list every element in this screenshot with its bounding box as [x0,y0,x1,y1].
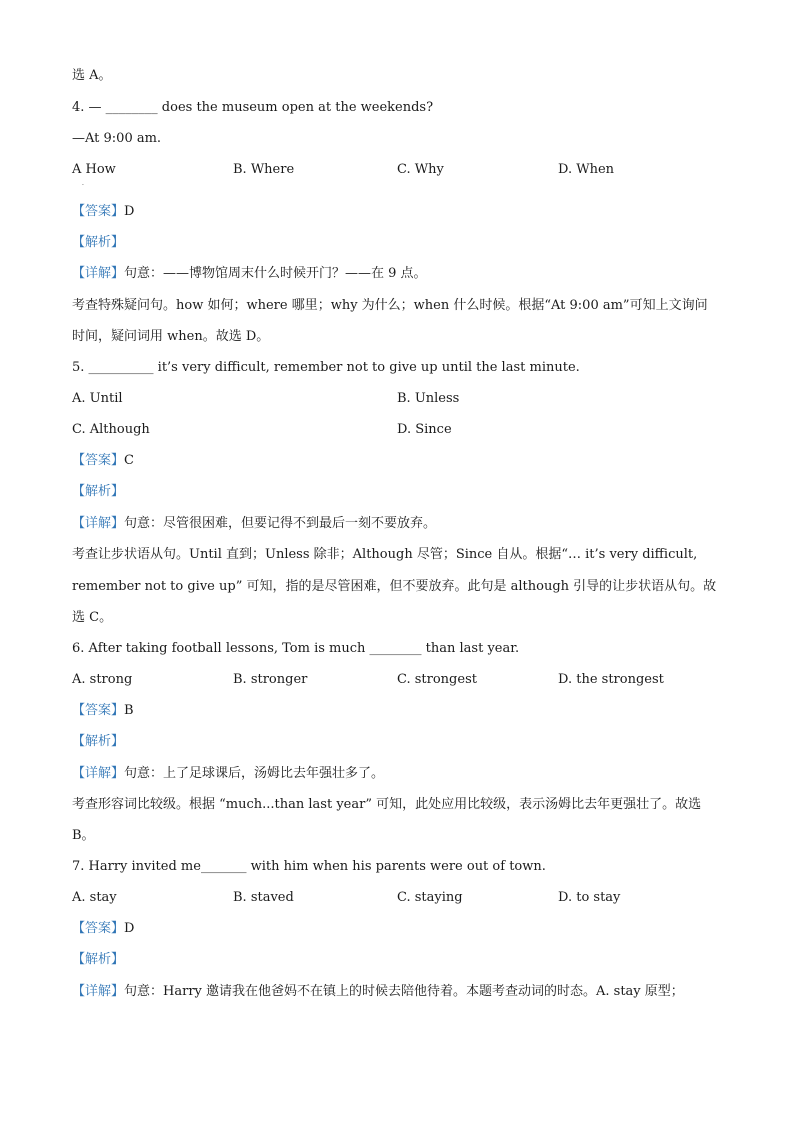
q5-explanation-line-2: remember not to give up” 可知，指的是尽管困难，但不要放弃。此句是 although 引导的让步状语从句。故 [72,579,717,594]
q4-answer [72,203,724,221]
q6-analysis-tag: 【解析】 [72,734,125,749]
detail-tag: 【详解】 [72,984,125,999]
q4-analysis-tag: 【解析】 [72,235,125,250]
q4-explanation-line-1: 考查特殊疑问句。how 如何；where 哪里；why 为什么；when 什么时候。根据“At 9:00 am”可知上文询问 [72,298,708,313]
q6-answer [72,702,724,720]
q6-option-d: D. the strongest [558,672,664,687]
q3-conclusion: 选 A。 [72,68,112,83]
q5-stem: 5. __________ it’s very difficult, remember not to give up until the last minute. [72,360,580,375]
q5-option-b: B. Unless [397,391,460,406]
answer-letter: B [124,703,134,718]
q7-option-c: C. staying [397,890,463,905]
detail-text: 句意：——博物馆周末什么时候开门？——在 9 点。 [124,266,427,281]
detail-text: 句意：尽管很困难，但要记得不到最后一刻不要放弃。 [124,516,437,531]
q4-option-c: C. Why [397,162,444,177]
q7-option-a: A. stay [72,890,117,905]
q7-analysis-tag: 【解析】 [72,952,125,967]
q4-reply: —At 9:00 am. [72,131,162,146]
answer-tag: 【答案】 [72,204,125,219]
q6-explanation-line-1: 考查形容词比较级。根据 “much...than last year” 可知，此处应用比较级，表示汤姆比去年更强壮了。故选 [72,797,702,812]
stray-dot: · [82,182,84,189]
q6-stem: 6. After taking football lessons, Tom is much ________ than last year. [72,641,520,656]
detail-tag: 【详解】 [72,266,125,281]
q5-option-c: C. Although [72,422,150,437]
q4-option-b: B. Where [233,162,295,177]
q5-option-d: D. Since [397,422,452,437]
q6-option-a: A. strong [72,672,133,687]
q5-option-a: A. Until [72,391,123,406]
answer-tag: 【答案】 [72,453,125,468]
q7-detail [72,983,724,1001]
q4-option-d: D. When [558,162,615,177]
q5-answer [72,452,724,470]
detail-tag: 【详解】 [72,516,125,531]
q4-option-a: A How [72,162,116,177]
q4-stem: 4. — ________ does the museum open at the weekends? [72,100,434,115]
answer-letter: D [124,204,135,219]
q6-option-c: C. strongest [397,672,477,687]
q5-analysis-tag: 【解析】 [72,484,125,499]
q4-detail [72,265,724,283]
answer-letter: D [124,921,135,936]
q6-explanation-line-2: B。 [72,828,95,843]
q6-detail [72,765,724,783]
q5-explanation-line-3: 选 C。 [72,610,113,625]
q7-option-d: D. to stay [558,890,621,905]
q5-detail [72,515,724,533]
answer-letter: C [124,453,134,468]
q7-option-b: B. staved [233,890,294,905]
q4-explanation-line-2: 时间，疑问词用 when。故选 D。 [72,329,270,344]
answer-tag: 【答案】 [72,921,125,936]
detail-tag: 【详解】 [72,766,125,781]
detail-text: 句意：上了足球课后，汤姆比去年强壮多了。 [124,766,385,781]
detail-text: 句意：Harry 邀请我在他爸妈不在镇上的时候去陪他待着。本题考查动词的时态。A. stay 原型； [124,984,684,999]
q5-explanation-line-1: 考查让步状语从句。Until 直到；Unless 除非；Although 尽管；Since 自从。根据“… it’s very difficult, [72,547,698,562]
q7-answer [72,920,724,938]
q7-stem: 7. Harry invited me_______ with him when his parents were out of town. [72,859,546,874]
answer-tag: 【答案】 [72,703,125,718]
q6-option-b: B. stronger [233,672,308,687]
